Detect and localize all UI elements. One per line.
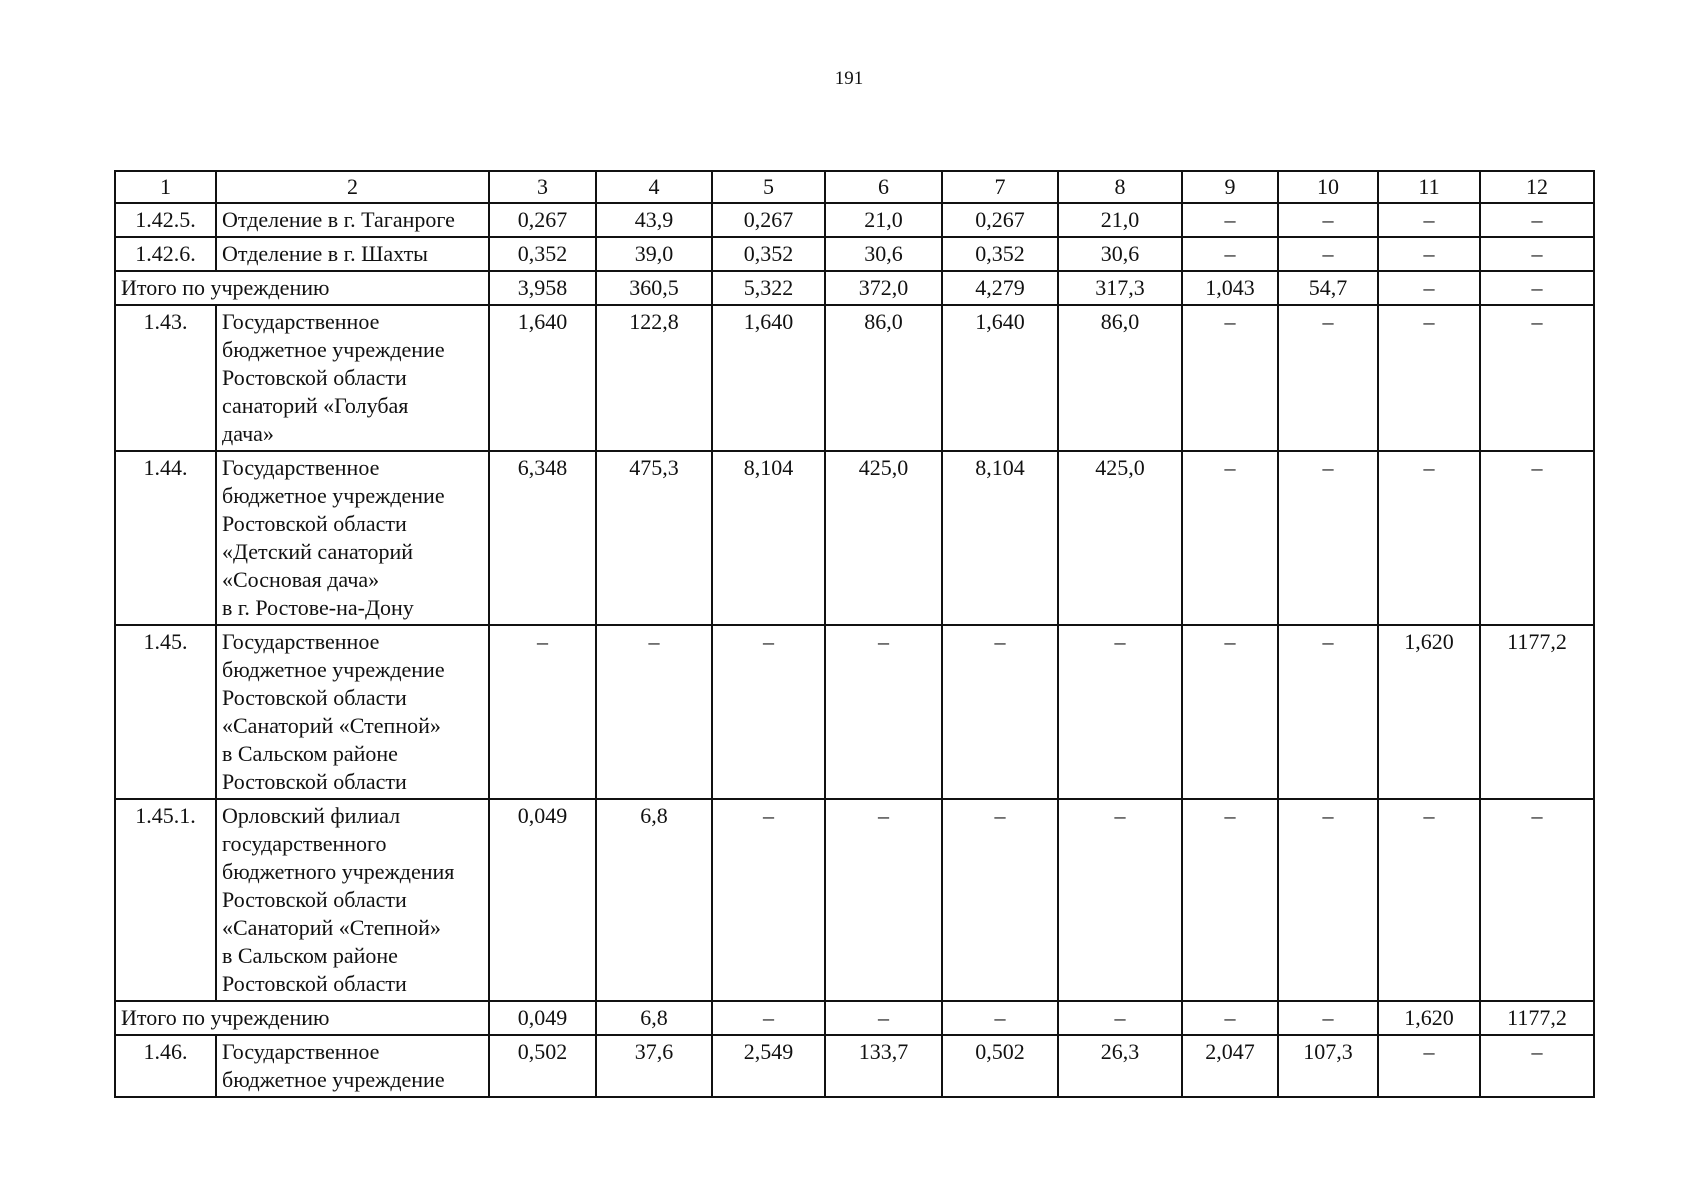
total-label: Итого по учреждению: [115, 271, 489, 305]
value-cell: –: [489, 625, 596, 799]
header-cell: 1: [115, 171, 216, 203]
value-cell: 26,3: [1058, 1035, 1182, 1097]
value-cell: –: [1278, 1001, 1378, 1035]
value-cell: 360,5: [596, 271, 712, 305]
value-cell: –: [1378, 271, 1480, 305]
value-cell: 0,502: [489, 1035, 596, 1097]
value-cell: 122,8: [596, 305, 712, 451]
row-name: [216, 1035, 489, 1097]
value-cell: 133,7: [825, 1035, 942, 1097]
row-name-line: санаторий «Голубая: [222, 393, 409, 418]
value-cell: –: [1480, 203, 1594, 237]
table-row: [115, 305, 1594, 451]
value-cell: –: [1058, 1001, 1182, 1035]
row-name: [216, 203, 489, 237]
value-cell: –: [1278, 451, 1378, 625]
value-cell: –: [942, 625, 1058, 799]
header-cell: 8: [1058, 171, 1182, 203]
row-name-line: Государственное: [222, 309, 380, 334]
value-cell: 8,104: [712, 451, 825, 625]
row-code: 1.46.: [115, 1035, 216, 1097]
value-cell: 2,047: [1182, 1035, 1278, 1097]
value-cell: –: [1378, 799, 1480, 1001]
value-cell: 0,352: [489, 237, 596, 271]
header-cell: 5: [712, 171, 825, 203]
value-cell: –: [825, 625, 942, 799]
table-row: [115, 799, 1594, 1001]
row-name-line: Ростовской области: [222, 365, 407, 390]
value-cell: –: [1058, 625, 1182, 799]
row-name-line: государственного: [222, 831, 387, 856]
value-cell: –: [1278, 625, 1378, 799]
row-name-line: в Сальском районе: [222, 741, 398, 766]
row-name-line: Ростовской области: [222, 511, 407, 536]
value-cell: 0,049: [489, 799, 596, 1001]
value-cell: –: [1182, 451, 1278, 625]
value-cell: –: [1278, 237, 1378, 271]
value-cell: –: [1278, 799, 1378, 1001]
row-name-line: Государственное: [222, 455, 380, 480]
value-cell: –: [1480, 799, 1594, 1001]
value-cell: –: [825, 1001, 942, 1035]
value-cell: –: [1378, 1035, 1480, 1097]
value-cell: –: [712, 799, 825, 1001]
total-label: Итого по учреждению: [115, 1001, 489, 1035]
row-code: 1.45.1.: [115, 799, 216, 1001]
value-cell: 0,502: [942, 1035, 1058, 1097]
table-row: [115, 625, 1594, 799]
value-cell: 4,279: [942, 271, 1058, 305]
value-cell: 37,6: [596, 1035, 712, 1097]
value-cell: –: [1480, 237, 1594, 271]
value-cell: –: [1480, 271, 1594, 305]
value-cell: –: [1182, 799, 1278, 1001]
value-cell: –: [1058, 799, 1182, 1001]
header-cell: 10: [1278, 171, 1378, 203]
value-cell: 1,620: [1378, 625, 1480, 799]
row-name-line: «Санаторий «Степной»: [222, 713, 441, 738]
value-cell: –: [1480, 305, 1594, 451]
value-cell: 54,7: [1278, 271, 1378, 305]
value-cell: 2,549: [712, 1035, 825, 1097]
value-cell: 30,6: [1058, 237, 1182, 271]
row-name-line: Ростовской области: [222, 971, 407, 996]
header-cell: 2: [216, 171, 489, 203]
value-cell: 43,9: [596, 203, 712, 237]
value-cell: –: [1480, 1035, 1594, 1097]
row-code: 1.45.: [115, 625, 216, 799]
row-code: 1.44.: [115, 451, 216, 625]
row-name-line: «Детский санаторий: [222, 539, 414, 564]
row-name-line: «Санаторий «Степной»: [222, 915, 441, 940]
value-cell: –: [1182, 305, 1278, 451]
row-name-line: в г. Ростове-на-Дону: [222, 595, 414, 620]
value-cell: –: [1378, 451, 1480, 625]
table-header-row: [115, 171, 1594, 203]
value-cell: 86,0: [1058, 305, 1182, 451]
row-name-line: Ростовской области: [222, 769, 407, 794]
header-cell: 9: [1182, 171, 1278, 203]
value-cell: –: [1182, 625, 1278, 799]
value-cell: –: [1480, 451, 1594, 625]
row-name-line: бюджетное учреждение: [222, 337, 445, 362]
header-cell: 7: [942, 171, 1058, 203]
value-cell: 30,6: [825, 237, 942, 271]
row-code: 1.43.: [115, 305, 216, 451]
row-name: [216, 799, 489, 1001]
row-name-line: дача»: [222, 421, 274, 446]
row-name-line: Государственное: [222, 1039, 380, 1064]
row-name: [216, 305, 489, 451]
header-cell: 4: [596, 171, 712, 203]
value-cell: –: [712, 1001, 825, 1035]
page-number: 191: [834, 68, 864, 89]
value-cell: 39,0: [596, 237, 712, 271]
value-cell: 1,640: [942, 305, 1058, 451]
value-cell: 475,3: [596, 451, 712, 625]
header-cell: 6: [825, 171, 942, 203]
value-cell: 6,8: [596, 799, 712, 1001]
row-name-line: бюджетное учреждение: [222, 483, 445, 508]
table-body: [115, 171, 1594, 1097]
value-cell: 1,640: [712, 305, 825, 451]
value-cell: 0,267: [489, 203, 596, 237]
value-cell: –: [1278, 203, 1378, 237]
row-name: [216, 237, 489, 271]
header-cell: 11: [1378, 171, 1480, 203]
value-cell: –: [942, 1001, 1058, 1035]
table-row: [115, 1035, 1594, 1097]
value-cell: 6,8: [596, 1001, 712, 1035]
value-cell: 0,352: [712, 237, 825, 271]
value-cell: 372,0: [825, 271, 942, 305]
value-cell: 5,322: [712, 271, 825, 305]
data-table: [114, 170, 1595, 1098]
value-cell: –: [1182, 203, 1278, 237]
table-row: [115, 451, 1594, 625]
row-name: [216, 625, 489, 799]
value-cell: 21,0: [825, 203, 942, 237]
row-name-line: бюджетное учреждение: [222, 657, 445, 682]
value-cell: –: [1182, 237, 1278, 271]
value-cell: 8,104: [942, 451, 1058, 625]
header-cell: 3: [489, 171, 596, 203]
row-name-line: «Сосновая дача»: [222, 567, 380, 592]
table-row: [115, 203, 1594, 237]
value-cell: 0,267: [712, 203, 825, 237]
header-cell: 12: [1480, 171, 1594, 203]
row-name-line: Государственное: [222, 629, 380, 654]
row-name-line: бюджетного учреждения: [222, 859, 455, 884]
row-name-line: Ростовской области: [222, 887, 407, 912]
value-cell: –: [712, 625, 825, 799]
row-name-line: бюджетное учреждение: [222, 1067, 445, 1092]
value-cell: 0,049: [489, 1001, 596, 1035]
value-cell: 0,352: [942, 237, 1058, 271]
row-name-line: Ростовской области: [222, 685, 407, 710]
row-name-line: в Сальском районе: [222, 943, 398, 968]
row-code: 1.42.6.: [115, 237, 216, 271]
value-cell: –: [825, 799, 942, 1001]
value-cell: 1,640: [489, 305, 596, 451]
value-cell: 1177,2: [1480, 625, 1594, 799]
row-name: [216, 451, 489, 625]
value-cell: –: [1378, 237, 1480, 271]
value-cell: 1,043: [1182, 271, 1278, 305]
value-cell: 3,958: [489, 271, 596, 305]
value-cell: –: [1378, 203, 1480, 237]
row-name-line: Отделение в г. Шахты: [222, 241, 428, 266]
value-cell: 0,267: [942, 203, 1058, 237]
value-cell: 86,0: [825, 305, 942, 451]
total-row: [115, 271, 1594, 305]
value-cell: 1,620: [1378, 1001, 1480, 1035]
value-cell: 1177,2: [1480, 1001, 1594, 1035]
row-name-line: Орловский филиал: [222, 803, 401, 828]
row-code: 1.42.5.: [115, 203, 216, 237]
value-cell: 6,348: [489, 451, 596, 625]
total-row: [115, 1001, 1594, 1035]
value-cell: –: [1378, 305, 1480, 451]
value-cell: –: [596, 625, 712, 799]
value-cell: 425,0: [825, 451, 942, 625]
value-cell: –: [1278, 305, 1378, 451]
value-cell: 317,3: [1058, 271, 1182, 305]
value-cell: 21,0: [1058, 203, 1182, 237]
row-name-line: Отделение в г. Таганроге: [222, 207, 455, 232]
value-cell: 425,0: [1058, 451, 1182, 625]
table-row: [115, 237, 1594, 271]
value-cell: –: [942, 799, 1058, 1001]
value-cell: 107,3: [1278, 1035, 1378, 1097]
value-cell: –: [1182, 1001, 1278, 1035]
